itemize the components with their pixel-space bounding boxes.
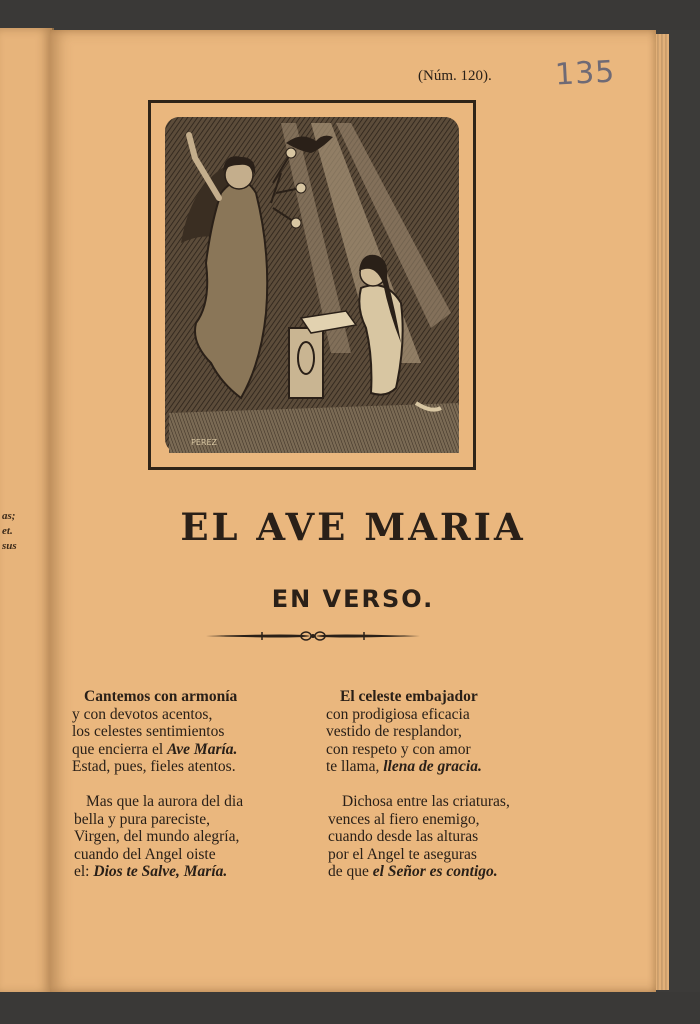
poem-title: EL AVE MARIA (180, 505, 526, 549)
verse-line: bella y pura pareciste, (74, 810, 210, 828)
left-page-fragment: et. (2, 525, 13, 537)
book-page (50, 30, 656, 992)
stanza-4 (328, 793, 510, 881)
verse-italic: Dios te Salve, María. (93, 863, 228, 880)
verse-line: y con devotos acentos, (72, 705, 213, 723)
engraving-signature: PEREZ (191, 438, 217, 447)
verse-line: vences al fiero enemigo, (328, 810, 480, 828)
background-top (0, 0, 700, 30)
ornament-divider (202, 629, 424, 643)
verse-line: Cantemos con armonía (84, 688, 238, 705)
verse-line: Mas que la aurora del dia (86, 793, 244, 810)
verse-line: El celeste embajador (340, 688, 478, 705)
verse-line: con prodigiosa eficacia (326, 705, 470, 723)
verse-line (74, 863, 243, 881)
background-bottom (0, 992, 700, 1024)
verse-text: de que (328, 863, 369, 880)
verse-line: Dichosa entre las criaturas, (342, 793, 510, 810)
verse-text: el: (74, 863, 90, 880)
verse-line (328, 863, 510, 881)
verse-line: los celestes sentimientos (72, 723, 225, 740)
stanza-2 (74, 793, 243, 881)
verse-text: que encierra el (72, 740, 164, 758)
verse-italic: llena de gracia. (383, 758, 482, 775)
handwritten-page-number: 135 (554, 54, 617, 93)
verse-line: cuando del Angel oiste (74, 845, 216, 863)
left-page-fragment: sus (2, 540, 17, 552)
verse-line: por el Angel te aseguras (328, 845, 477, 863)
poem-subtitle: EN VERSO. (271, 585, 435, 613)
left-page-edge (0, 28, 54, 994)
stanza-1 (72, 688, 237, 776)
verse-line (326, 758, 482, 776)
verse-line: vestido de resplandor, (326, 723, 462, 740)
verse-line (72, 741, 237, 759)
engraving-frame (148, 100, 476, 470)
verse-line: con respeto y con amor (326, 740, 471, 758)
annunciation-engraving (161, 113, 463, 457)
verse-line: Estad, pues, fieles atentos. (72, 758, 236, 775)
page-number-label: (Núm. 120). (418, 68, 492, 84)
verse-italic: Ave María. (167, 740, 238, 758)
verse-line: cuando desde las alturas (328, 828, 479, 845)
verse-text: te llama, (326, 758, 380, 775)
page-edges (655, 34, 669, 990)
left-page-fragment: as; (2, 510, 16, 522)
stanza-3 (326, 688, 482, 776)
verse-italic: el Señor es contigo. (372, 863, 498, 880)
verse-line: Virgen, del mundo alegría, (74, 828, 240, 845)
